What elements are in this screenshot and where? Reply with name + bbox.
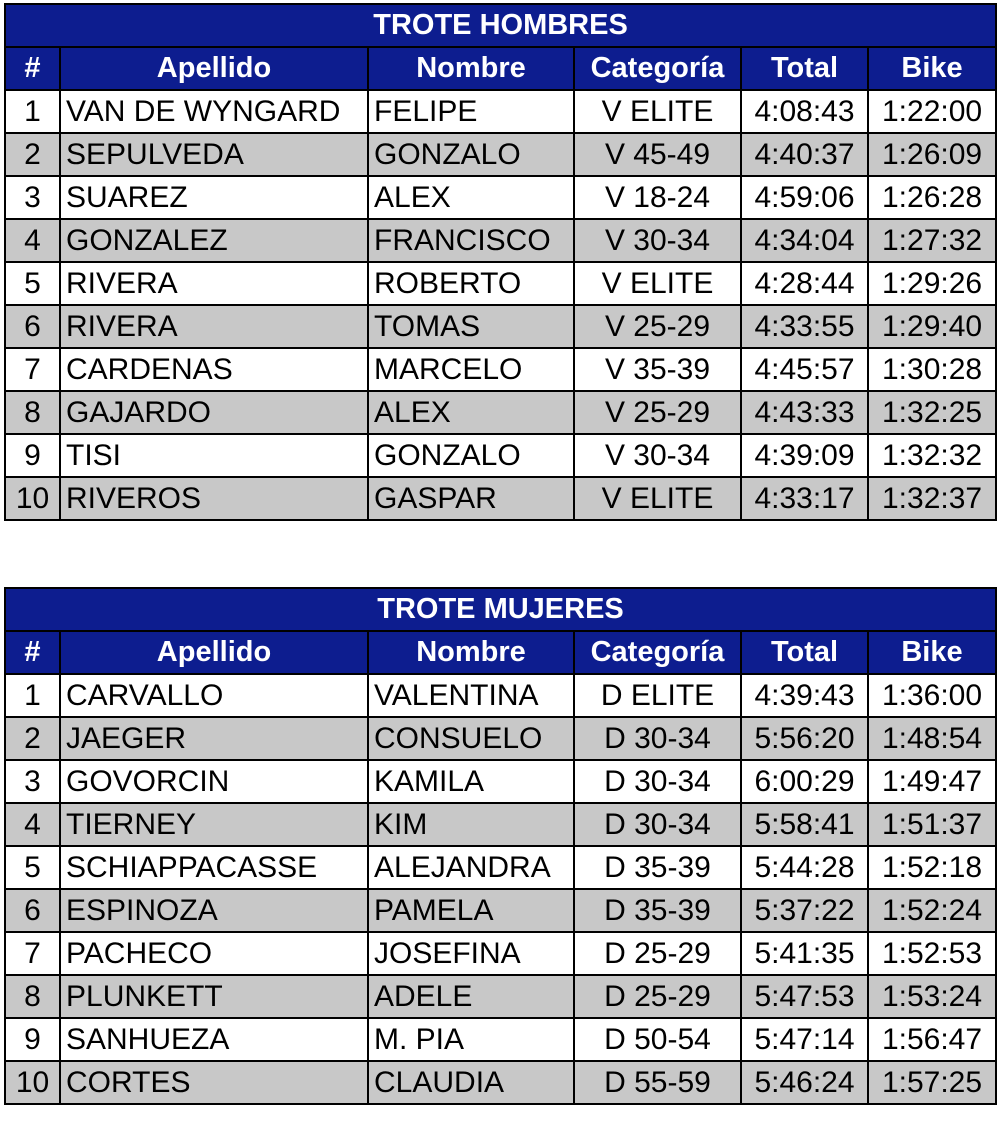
rank-cell: 4 [5, 219, 60, 262]
total-cell: 4:08:43 [741, 90, 868, 133]
table-body [5, 674, 996, 1104]
table-row [5, 889, 996, 932]
categoria-cell: D 25-29 [574, 932, 741, 975]
categoria-cell: V ELITE [574, 262, 741, 305]
rank-cell: 5 [5, 846, 60, 889]
bike-cell: 1:27:32 [868, 219, 996, 262]
nombre-cell: GASPAR [368, 477, 574, 520]
table-row [5, 760, 996, 803]
bike-cell: 1:52:24 [868, 889, 996, 932]
bike-cell: 1:53:24 [868, 975, 996, 1018]
nombre-cell: MARCELO [368, 348, 574, 391]
nombre-cell: KAMILA [368, 760, 574, 803]
table-row [5, 348, 996, 391]
bike-cell: 1:57:25 [868, 1061, 996, 1104]
apellido-cell: RIVERA [60, 305, 368, 348]
total-cell: 4:33:55 [741, 305, 868, 348]
categoria-cell: V 18-24 [574, 176, 741, 219]
rank-cell: 7 [5, 348, 60, 391]
table-row [5, 674, 996, 717]
apellido-cell: TISI [60, 434, 368, 477]
rank-cell: 5 [5, 262, 60, 305]
column-header-row [5, 631, 996, 674]
column-header-bike: Bike [868, 47, 996, 90]
nombre-cell: ALEX [368, 391, 574, 434]
apellido-cell: PACHECO [60, 932, 368, 975]
nombre-cell: ALEJANDRA [368, 846, 574, 889]
total-cell: 4:45:57 [741, 348, 868, 391]
categoria-cell: V 30-34 [574, 219, 741, 262]
apellido-cell: GAJARDO [60, 391, 368, 434]
table-row [5, 305, 996, 348]
rank-cell: 10 [5, 477, 60, 520]
categoria-cell: D 30-34 [574, 803, 741, 846]
apellido-cell: ESPINOZA [60, 889, 368, 932]
apellido-cell: RIVEROS [60, 477, 368, 520]
nombre-cell: CONSUELO [368, 717, 574, 760]
column-header-apellido: Apellido [60, 47, 368, 90]
total-cell: 4:40:37 [741, 133, 868, 176]
rank-cell: 3 [5, 760, 60, 803]
total-cell: 5:37:22 [741, 889, 868, 932]
table-row [5, 176, 996, 219]
bike-cell: 1:22:00 [868, 90, 996, 133]
rank-cell: 9 [5, 434, 60, 477]
bike-cell: 1:49:47 [868, 760, 996, 803]
table-row [5, 133, 996, 176]
categoria-cell: D 30-34 [574, 760, 741, 803]
apellido-cell: SCHIAPPACASSE [60, 846, 368, 889]
rank-cell: 1 [5, 674, 60, 717]
categoria-cell: D 50-54 [574, 1018, 741, 1061]
nombre-cell: M. PIA [368, 1018, 574, 1061]
nombre-cell: KIM [368, 803, 574, 846]
bike-cell: 1:32:25 [868, 391, 996, 434]
rank-cell: 3 [5, 176, 60, 219]
bike-cell: 1:52:53 [868, 932, 996, 975]
nombre-cell: GONZALO [368, 434, 574, 477]
column-header-row [5, 47, 996, 90]
apellido-cell: JAEGER [60, 717, 368, 760]
rank-cell: 2 [5, 717, 60, 760]
nombre-cell: GONZALO [368, 133, 574, 176]
total-cell: 4:34:04 [741, 219, 868, 262]
total-cell: 5:58:41 [741, 803, 868, 846]
bike-cell: 1:26:28 [868, 176, 996, 219]
table-row [5, 975, 996, 1018]
column-header-rank: # [5, 631, 60, 674]
bike-cell: 1:29:26 [868, 262, 996, 305]
total-cell: 6:00:29 [741, 760, 868, 803]
categoria-cell: V 30-34 [574, 434, 741, 477]
rank-cell: 9 [5, 1018, 60, 1061]
nombre-cell: VALENTINA [368, 674, 574, 717]
column-header-bike: Bike [868, 631, 996, 674]
table-row [5, 219, 996, 262]
total-cell: 5:47:53 [741, 975, 868, 1018]
table-row [5, 803, 996, 846]
nombre-cell: FRANCISCO [368, 219, 574, 262]
apellido-cell: CARVALLO [60, 674, 368, 717]
column-header-total: Total [741, 631, 868, 674]
categoria-cell: D 35-39 [574, 889, 741, 932]
total-cell: 4:33:17 [741, 477, 868, 520]
rank-cell: 7 [5, 932, 60, 975]
total-cell: 4:39:09 [741, 434, 868, 477]
column-header-categoria: Categoría [574, 47, 741, 90]
categoria-cell: V 25-29 [574, 305, 741, 348]
total-cell: 5:56:20 [741, 717, 868, 760]
results-table-women [4, 587, 997, 1105]
categoria-cell: V ELITE [574, 90, 741, 133]
table-body [5, 90, 996, 520]
apellido-cell: PLUNKETT [60, 975, 368, 1018]
nombre-cell: FELIPE [368, 90, 574, 133]
bike-cell: 1:36:00 [868, 674, 996, 717]
nombre-cell: ADELE [368, 975, 574, 1018]
table-row [5, 1061, 996, 1104]
apellido-cell: TIERNEY [60, 803, 368, 846]
nombre-cell: TOMAS [368, 305, 574, 348]
apellido-cell: CARDENAS [60, 348, 368, 391]
categoria-cell: D ELITE [574, 674, 741, 717]
rank-cell: 10 [5, 1061, 60, 1104]
rank-cell: 4 [5, 803, 60, 846]
table-row [5, 262, 996, 305]
categoria-cell: V 35-39 [574, 348, 741, 391]
column-header-nombre: Nombre [368, 631, 574, 674]
total-cell: 5:44:28 [741, 846, 868, 889]
results-table-men [4, 3, 997, 521]
bike-cell: 1:26:09 [868, 133, 996, 176]
table-title: TROTE MUJERES [5, 588, 996, 631]
apellido-cell: SANHUEZA [60, 1018, 368, 1061]
bike-cell: 1:51:37 [868, 803, 996, 846]
table-row [5, 434, 996, 477]
apellido-cell: GOVORCIN [60, 760, 368, 803]
total-cell: 5:41:35 [741, 932, 868, 975]
table-row [5, 1018, 996, 1061]
rank-cell: 6 [5, 305, 60, 348]
total-cell: 4:43:33 [741, 391, 868, 434]
rank-cell: 2 [5, 133, 60, 176]
bike-cell: 1:32:37 [868, 477, 996, 520]
bike-cell: 1:32:32 [868, 434, 996, 477]
nombre-cell: ALEX [368, 176, 574, 219]
apellido-cell: VAN DE WYNGARD [60, 90, 368, 133]
table-row [5, 717, 996, 760]
categoria-cell: D 55-59 [574, 1061, 741, 1104]
column-header-apellido: Apellido [60, 631, 368, 674]
table-row [5, 477, 996, 520]
bike-cell: 1:29:40 [868, 305, 996, 348]
table-title-row [5, 4, 996, 47]
apellido-cell: SEPULVEDA [60, 133, 368, 176]
rank-cell: 6 [5, 889, 60, 932]
column-header-rank: # [5, 47, 60, 90]
nombre-cell: ROBERTO [368, 262, 574, 305]
rank-cell: 1 [5, 90, 60, 133]
rank-cell: 8 [5, 391, 60, 434]
apellido-cell: CORTES [60, 1061, 368, 1104]
apellido-cell: GONZALEZ [60, 219, 368, 262]
total-cell: 5:46:24 [741, 1061, 868, 1104]
column-header-categoria: Categoría [574, 631, 741, 674]
categoria-cell: V 25-29 [574, 391, 741, 434]
categoria-cell: D 25-29 [574, 975, 741, 1018]
nombre-cell: CLAUDIA [368, 1061, 574, 1104]
table-row [5, 932, 996, 975]
categoria-cell: D 35-39 [574, 846, 741, 889]
total-cell: 4:59:06 [741, 176, 868, 219]
table-row [5, 846, 996, 889]
bike-cell: 1:30:28 [868, 348, 996, 391]
categoria-cell: V 45-49 [574, 133, 741, 176]
column-header-total: Total [741, 47, 868, 90]
categoria-cell: D 30-34 [574, 717, 741, 760]
rank-cell: 8 [5, 975, 60, 1018]
apellido-cell: SUAREZ [60, 176, 368, 219]
column-header-nombre: Nombre [368, 47, 574, 90]
table-title-row [5, 588, 996, 631]
nombre-cell: JOSEFINA [368, 932, 574, 975]
total-cell: 4:28:44 [741, 262, 868, 305]
nombre-cell: PAMELA [368, 889, 574, 932]
bike-cell: 1:48:54 [868, 717, 996, 760]
total-cell: 4:39:43 [741, 674, 868, 717]
table-title: TROTE HOMBRES [5, 4, 996, 47]
table-row [5, 90, 996, 133]
apellido-cell: RIVERA [60, 262, 368, 305]
bike-cell: 1:56:47 [868, 1018, 996, 1061]
table-row [5, 391, 996, 434]
total-cell: 5:47:14 [741, 1018, 868, 1061]
categoria-cell: V ELITE [574, 477, 741, 520]
bike-cell: 1:52:18 [868, 846, 996, 889]
